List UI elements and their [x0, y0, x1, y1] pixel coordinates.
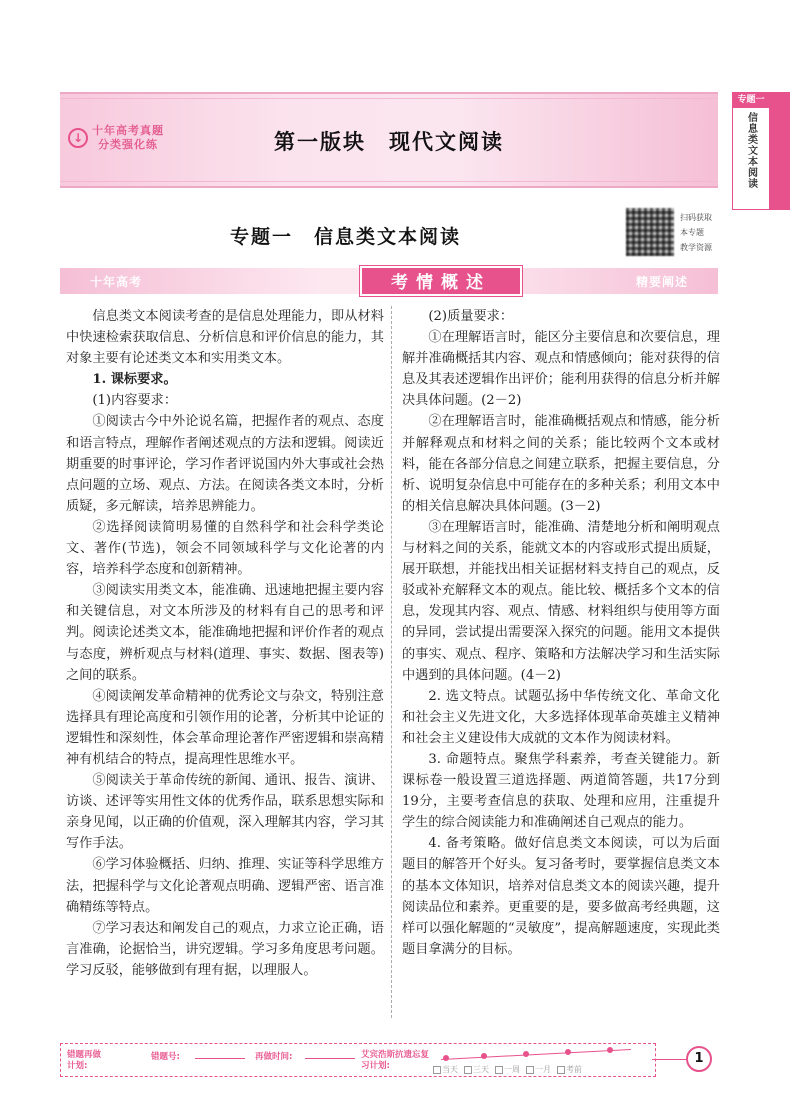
side-tab-top: 专题一: [733, 93, 769, 108]
qr-line1: 扫码获取: [680, 213, 712, 222]
left-column: [66, 306, 384, 981]
page-number: 1: [686, 1046, 712, 1072]
qr-code-icon[interactable]: [626, 208, 674, 256]
subject-title: 专题一 信息类文本阅读: [230, 226, 462, 248]
checkbox-icon[interactable]: [557, 1066, 565, 1074]
paragraph: ③在理解语言时，能准确、清楚地分析和阐明观点与材料之间的关系，能就文本的内容或形式提出质疑，展开联想，并能找出相关证据材料支持自己的观点，反驳或补充解释文本的观点。能比较、概括多个文本的信息，发现其内容、观点、情感、材料组织与使用等方面的异同，尝试提出需要深入探究的问题。能用文本提供的事实、观点、程序、策略和方法解决学习和生活实际中遇到的具体问题。(4－2): [402, 519, 720, 683]
review-option[interactable]: 一月: [526, 1064, 551, 1075]
overview-heading: 考情概述: [360, 266, 522, 296]
download-arrow-icon: ↓: [68, 128, 88, 148]
paragraph: (2)质量要求：: [428, 309, 514, 324]
paragraph: ①阅读古今中外论说名篇，把握作者的观点、态度和语言特点，理解作者阐述观点的方法和逻辑。阅读近期重要的时事评论，学习作者评说国内外大事或社会热点问题的立场、观点、方法。在阅读各类文本时，分析质疑，多元解读，培养思辨能力。: [66, 414, 384, 514]
checkbox-icon[interactable]: [526, 1066, 534, 1074]
paragraph: ②在理解语言时，能准确概括观点和情感，能分析并解释观点和材料之间的关系；能比较两个文本或材料，能在各部分信息之间建立联系，把握主要信息，分析、说明复杂信息中可能存在的多种关系；利用文本中的相关信息解决具体问题。(3－2): [402, 414, 720, 514]
review-plan-footer: [60, 1043, 656, 1077]
review-option[interactable]: 一周: [495, 1064, 520, 1075]
checkbox-icon[interactable]: [433, 1066, 441, 1074]
curve-point: [523, 1051, 529, 1057]
paragraph: ②选择阅读简明易懂的自然科学和社会科学类论文、著作(节选)，领会不同领域科学与文化论著的内容，培养科学态度和创新精神。: [66, 519, 384, 578]
right-column: [402, 306, 720, 960]
paragraph-heading: 1. 课标要求。: [92, 372, 177, 388]
overview-right: 精要阐述: [635, 275, 688, 289]
paragraph: ⑥学习体验概括、归纳、推理、实证等科学思维方法，把握科学与文化论著观点明确、逻辑严密、语言准确精练等特点。: [66, 857, 384, 915]
paragraph: 信息类文本阅读考查的是信息处理能力，即从材料中快速检索获取信息、分析信息和评价信息的能力，其对象主要有论述类文本和实用类文本。: [66, 309, 384, 367]
review-option[interactable]: 考前: [557, 1064, 582, 1075]
qr-line3: 教学资源: [680, 243, 712, 252]
checkbox-icon[interactable]: [464, 1066, 472, 1074]
qr-line2: 本专题: [680, 228, 704, 237]
time-label: 再做时间:: [255, 1052, 293, 1062]
paragraph: (1)内容要求：: [92, 393, 178, 409]
overview-bar: [60, 268, 718, 294]
plan-label: 错题再做计划:: [67, 1050, 102, 1071]
side-tab-label: 信息类文本阅读: [745, 112, 757, 189]
paragraph: 4. 备考策略。做好信息类文本阅读，可以为后面题目的解答开个好头。复习备考时，要掌握信息类文本的基本文体知识，培养对信息类文本的阅读兴趣，提升阅读品位和素养。更重要的是，要多做高考经典题，这样可以强化解题的“灵敏度”，提高解题速度，实现此类题目拿满分的目标。: [402, 836, 720, 957]
number-field[interactable]: [195, 1058, 245, 1059]
curve-point: [443, 1055, 449, 1061]
column-divider: [391, 306, 392, 1018]
review-options: [433, 1064, 582, 1075]
checkbox-icon[interactable]: [495, 1066, 503, 1074]
paragraph: ⑤阅读关于革命传统的新闻、通讯、报告、演讲、访谈、述评等实用性文体的优秀作品，联系思想实际和亲身见闻，以正确的价值观，深入理解其内容，学习其写作手法。: [66, 773, 384, 852]
paragraph: ③阅读实用类文本，能准确、迅速地把握主要内容和关键信息，对文本所涉及的材料有自己的思考和评判。阅读论述类文本，能准确地把握和评价作者的观点与态度，辨析观点与材料(道理、事实、数据、图表等)之间的联系。: [66, 583, 384, 683]
curve-point: [481, 1053, 487, 1059]
badge-line2: 分类强化练: [98, 138, 158, 151]
side-tab: [732, 92, 770, 210]
side-tab-stripe: [770, 92, 790, 210]
curve-point: [565, 1049, 571, 1055]
paragraph: ①在理解语言时，能区分主要信息和次要信息，理解并准确概括其内容、观点和情感倾向；能对获得的信息及其表述逻辑作出评价；能利用获得的信息分析并解决具体问题。(2－2): [402, 330, 720, 409]
qr-caption: [680, 210, 712, 255]
paragraph: ④阅读阐发革命精神的优秀论文与杂文，特别注意选择具有理论高度和引领作用的论著，分析其中论证的逻辑性和深刻性，体会革命理论著作严密逻辑和崇高精神有机结合的特点，提高理性思维水平。: [66, 688, 384, 767]
overview-left: 十年高考: [90, 275, 143, 289]
review-option[interactable]: 当天: [433, 1064, 458, 1075]
review-label: 艾宾浩斯抗遗忘复习计划:: [361, 1050, 430, 1071]
badge-line1: 十年高考真题: [92, 124, 164, 137]
review-option[interactable]: 三天: [464, 1064, 489, 1075]
paragraph: 2. 选文特点。试题弘扬中华传统文化、革命文化和社会主义先进文化，大多选择体现革命英雄主义精神和社会主义建设伟大成就的文本作为阅读材料。: [402, 688, 720, 746]
paragraph: ⑦学习表达和阐发自己的观点，力求立论正确，语言准确，论据恰当，讲究逻辑。学习多角度思考问题。学习反驳，能够做到有理有据，以理服人。: [66, 920, 384, 978]
number-label: 错题号:: [151, 1052, 180, 1062]
paragraph: 3. 命题特点。聚焦学科素养，考查关键能力。新课标卷一般设置三道选择题、两道简答题，共17分到19分，主要考查信息的获取、处理和应用，注重提升学生的综合阅读能力和准确阐述自己观点的能力。: [402, 751, 720, 831]
curve-point: [607, 1047, 613, 1053]
page-line: [652, 1059, 686, 1060]
section-banner: [60, 92, 718, 188]
section-title: 第一版块 现代文阅读: [274, 130, 504, 154]
time-field[interactable]: [305, 1058, 355, 1059]
